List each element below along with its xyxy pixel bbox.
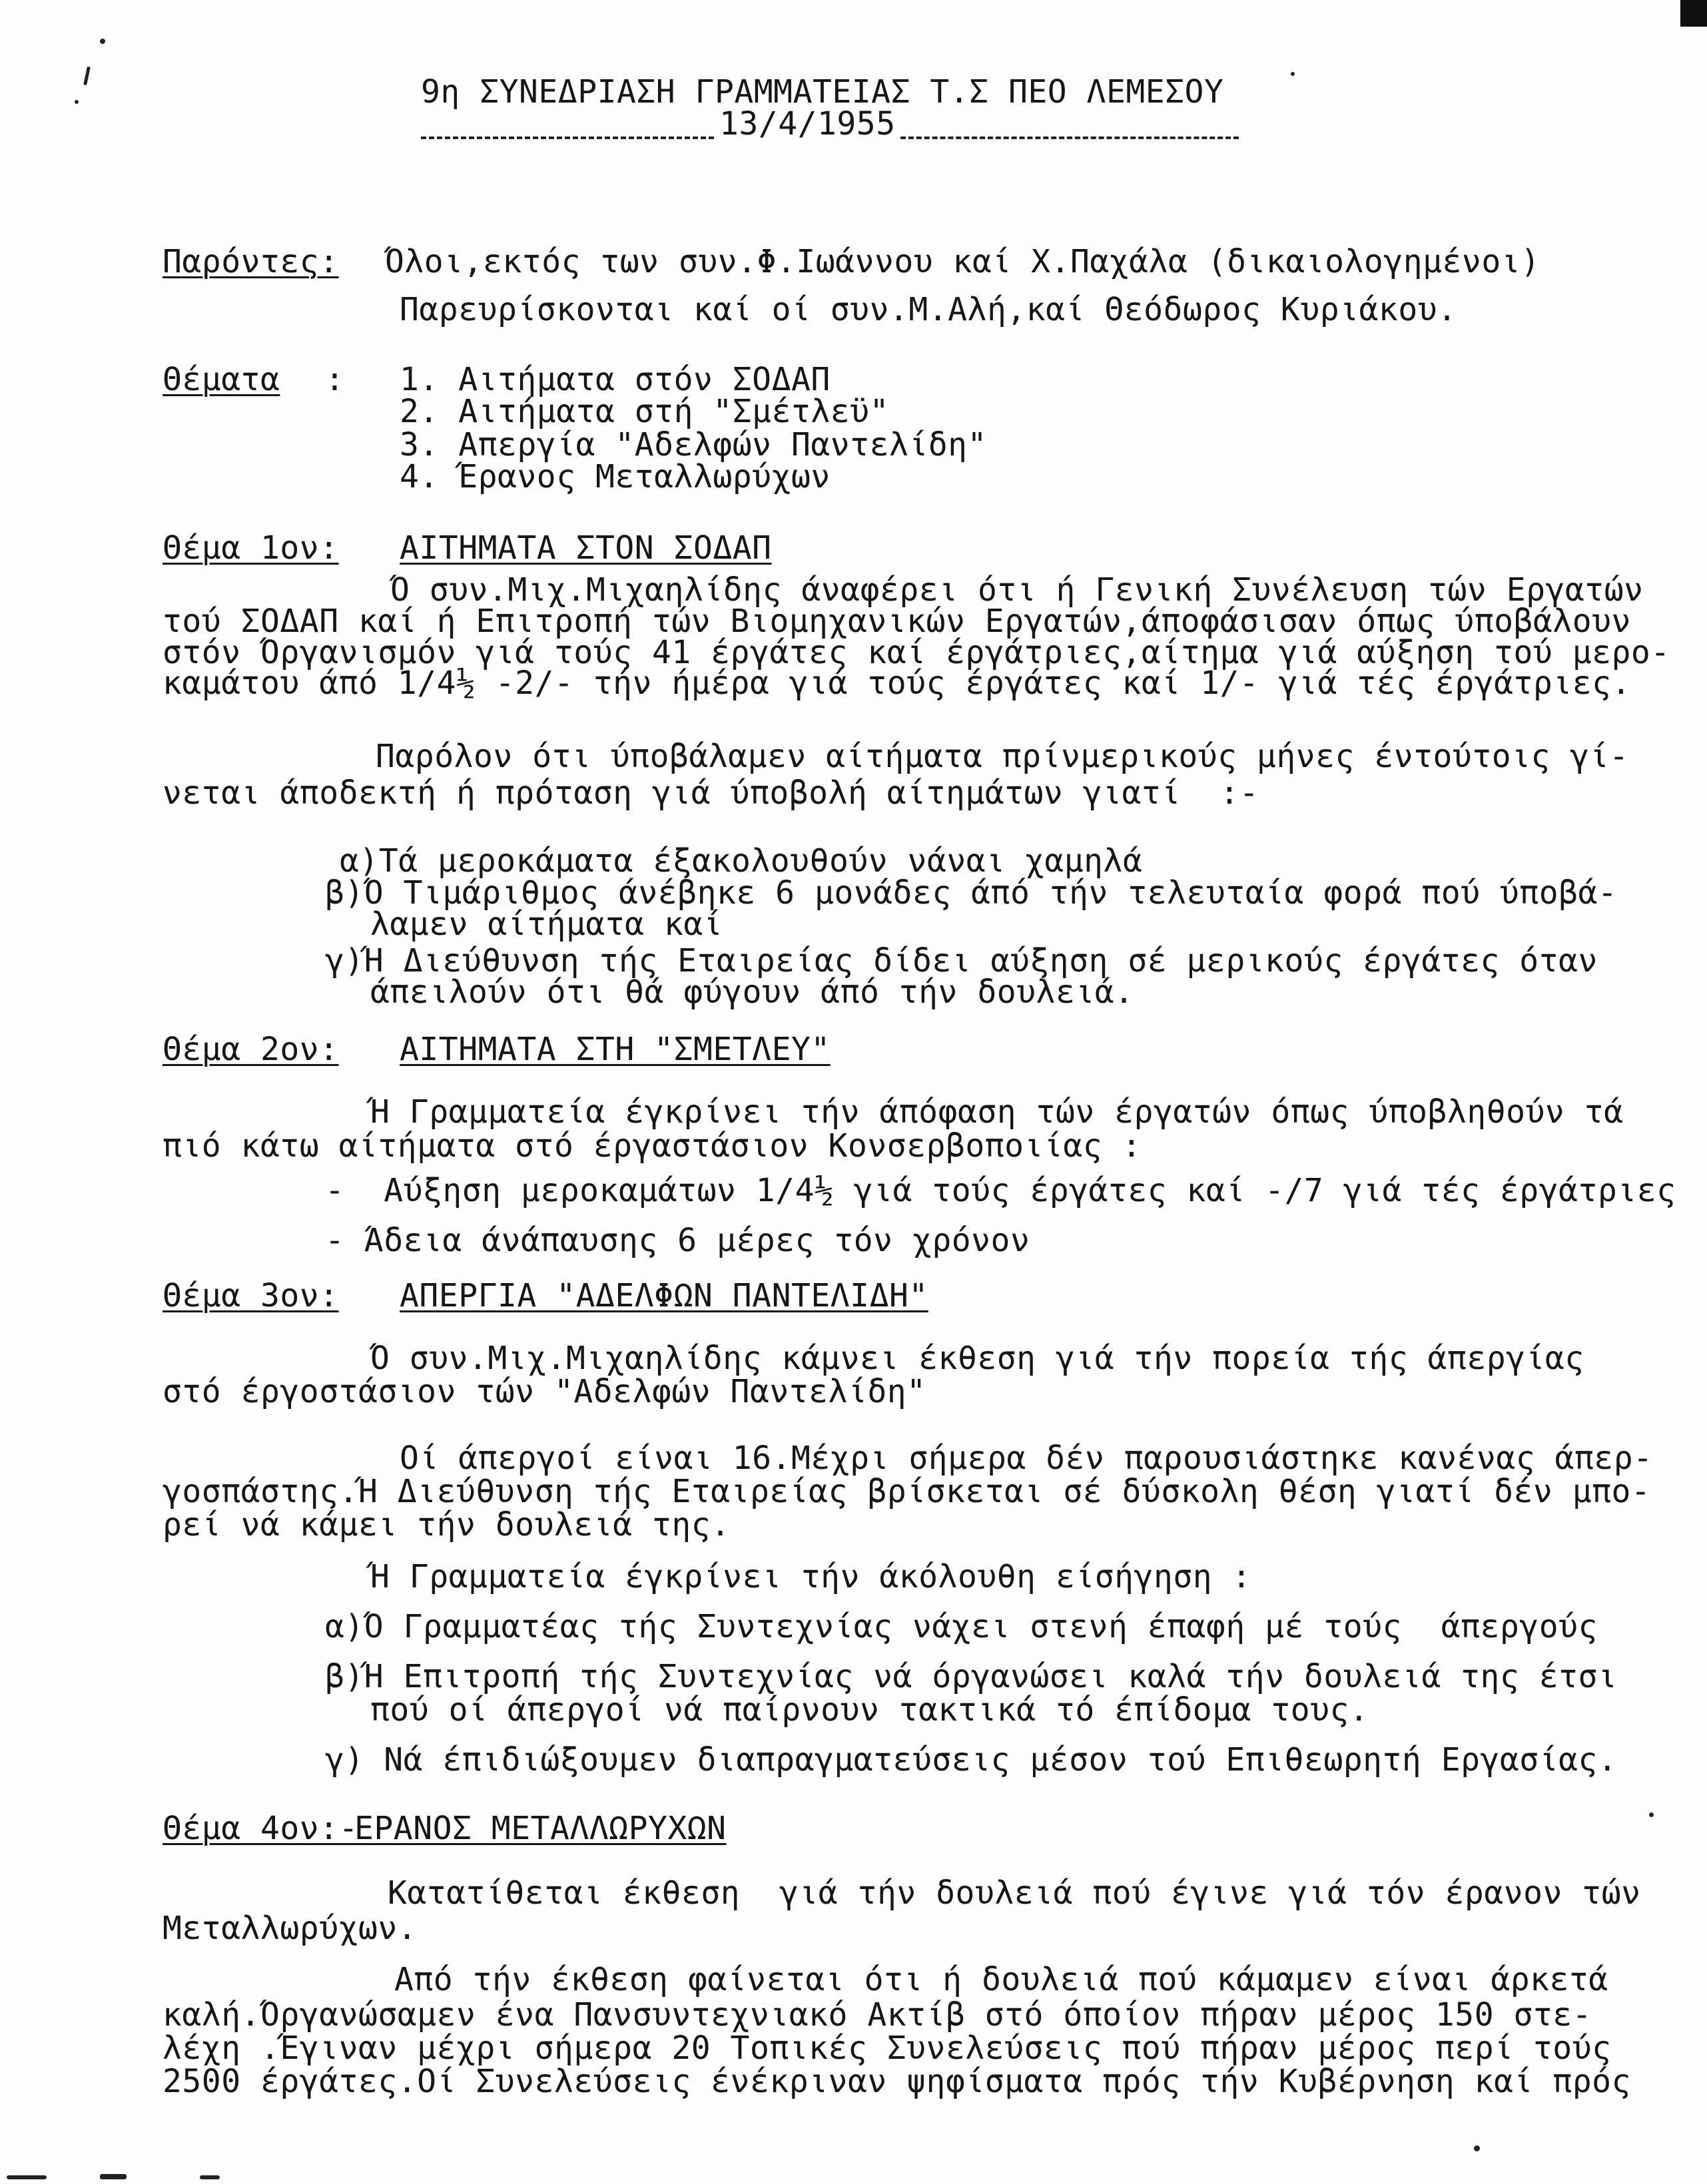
topic2-label: Θέμα 2ον:	[163, 1031, 339, 1068]
topic1-paragraph-line: νεται άποδεκτή ή πρόταση γιά ύποβολή αίτημάτων γιατί :-	[163, 774, 1259, 812]
topic3-label: Θέμα 3ον:	[163, 1277, 339, 1314]
topic4-label: Θέμα 4ον:-	[163, 1810, 358, 1847]
present-line-2: Παρευρίσκονται καί οί συν.Μ.Αλή,καί Θεόδωρος Κυριάκου.	[400, 291, 1457, 328]
topic3-paragraph-line: στό έργοστάσιον τών "Αδελφών Παντελίδη"	[163, 1373, 926, 1410]
topic3-paragraph-line: Ό συν.Μιχ.Μιχαηλίδης κάμνει έκθεση γιά τήν πορεία τής άπεργίας	[370, 1340, 1584, 1377]
topic3-item-b: β)Ή Επιτροπή τής Συντεχνίας νά όργανώσει καλά τήν δουλειά της έτσι	[325, 1658, 1618, 1695]
topics-label: Θέματα	[163, 361, 280, 398]
topic-list-item: 3. Απεργία "Αδελφών Παντελίδη"	[400, 426, 987, 463]
title-rule-left	[421, 136, 714, 139]
document-date: 13/4/1955	[719, 105, 896, 142]
topic1-paragraph-line: τού ΣΟΔΑΠ καί ή Επιτροπή τών Βιομηχανικών Εργατών,άποφάσισαν όπως ύποβάλουν	[163, 603, 1631, 640]
scan-speck	[75, 100, 79, 104]
scan-speck	[100, 39, 105, 44]
topic1-paragraph-line: Ό συν.Μιχ.Μιχαηλίδης άναφέρει ότι ή Γενική Συνέλευση τών Εργατών	[390, 571, 1644, 609]
topic1-item-a: α)Τά μεροκάματα έξακολουθούν νάναι χαμηλά	[340, 842, 1143, 880]
topic1-item-c-cont: άπειλούν ότι θά φύγουν άπό τήν δουλειά.	[370, 973, 1134, 1011]
topic1-paragraph-line: Παρόλον ότι ύποβάλαμεν αίτήματα πρίνμερικούς μήνες έντούτοις γί-	[376, 738, 1629, 775]
topic-list-item: 2. Αιτήματα στή "Σμέτλεϋ"	[400, 393, 889, 430]
topic4-title: ΕΡΑΝΟΣ ΜΕΤΑΛΛΩΡΥΧΩΝ	[354, 1810, 727, 1847]
scan-speck	[1474, 2145, 1480, 2151]
topic3-item-c: γ) Νά έπιδιώξουμεν διαπραγματεύσεις μέσον τού Επιθεωρητή Εργασίας.	[325, 1741, 1618, 1778]
topic1-title: ΑΙΤΗΜΑΤΑ ΣΤΟΝ ΣΟΔΑΠ	[400, 529, 772, 567]
topic3-paragraph-line: Ή Γραμματεία έγκρίνει τήν άκόλουθη είσήγηση :	[370, 1558, 1251, 1595]
topic4-paragraph-line: Κατατίθεται έκθεση γιά τήν δουλειά πού έγινε γιά τόν έρανον τών	[388, 1874, 1641, 1912]
topic-list-item: 1. Αιτήματα στόν ΣΟΔΑΠ	[400, 361, 831, 398]
scan-speck	[83, 67, 91, 85]
topic4-paragraph-line: καλή.Όργανώσαμεν ένα Πανσυντεχνιακό Ακτίβ στό όποίον πήραν μέρος 150 στε-	[163, 1996, 1592, 2034]
topic3-item-a: α)Ό Γραμματέας τής Συντεχνίας νάχει στενή έπαφή μέ τούς άπεργούς	[325, 1608, 1598, 1645]
topics-separator: :	[325, 361, 345, 398]
topic2-bullet: - Άδεια άνάπαυσης 6 μέρες τόν χρόνον	[325, 1222, 1030, 1259]
topic1-item-b-cont: λαμεν αίτήματα καί	[370, 906, 723, 943]
topic4-paragraph-line: λέχη .Έγιναν μέχρι σήμερα 20 Τοπικές Συνελεύσεις πού πήραν μέρος περί τούς	[163, 2030, 1612, 2067]
scan-speck	[1291, 72, 1295, 76]
topic1-paragraph-line: στόν Όργανισμόν γιά τούς 41 έργάτες καί έργάτριες,αίτημα γιά αύξηση τού μερο-	[163, 634, 1670, 671]
topic1-paragraph-line: καμάτου άπό 1/4½ -2/- τήν ήμέρα γιά τούς έργάτες καί 1/- γιά τές έργάτριες.	[163, 665, 1631, 702]
scan-corner-mark	[1680, 0, 1707, 27]
topic3-paragraph-line: ρεί νά κάμει τήν δουλειά της.	[163, 1506, 731, 1543]
topic2-bullet: - Αύξηση μεροκαμάτων 1/4½ γιά τούς έργάτες καί -/7 γιά τές έργάτριες	[325, 1172, 1676, 1209]
cutoff-text-fragment	[0, 2167, 1707, 2184]
topic1-item-b: β)Ό Τιμάριθμος άνέβηκε 6 μονάδες άπό τήν τελευταία φορά πού ύποβά-	[325, 874, 1618, 912]
present-label: Παρόντες:	[163, 243, 339, 280]
document-title: 9η ΣΥΝΕΔΡΙΑΣΗ ΓΡΑΜΜΑΤΕΙΑΣ Τ.Σ ΠΕΟ ΛΕΜΕΣΟΥ	[421, 73, 1224, 111]
topic2-title: ΑΙΤΗΜΑΤΑ ΣΤΗ "ΣΜΕΤΛΕΥ"	[400, 1031, 831, 1068]
topic4-paragraph-line: 2500 έργάτες.Οί Συνελεύσεις ένέκριναν ψηφίσματα πρός τήν Κυβέρνηση καί πρός	[163, 2063, 1631, 2100]
topic2-paragraph-line: Ή Γραμματεία έγκρίνει τήν άπόφαση τών έργατών όπως ύποβληθούν τά	[370, 1093, 1624, 1131]
title-rule-right	[900, 136, 1239, 139]
topic1-item-c: γ)Ή Διεύθυνση τής Εταιρείας δίδει αύξηση σέ μερικούς έργάτες όταν	[325, 942, 1598, 979]
topic3-item-b-cont: πού οί άπεργοί νά παίρνουν τακτικά τό έπίδομα τους.	[370, 1691, 1369, 1729]
topic4-paragraph-line: Μεταλλωρύχων.	[163, 1910, 418, 1947]
topic3-paragraph-line: γοσπάστης.Ή Διεύθυνση τής Εταιρείας βρίσκεται σέ δύσκολη θέση γιατί δέν μπο-	[163, 1473, 1651, 1510]
topic2-paragraph-line: πιό κάτω αίτήματα στό έργαστάσιον Κονσερβοποιίας :	[163, 1127, 1142, 1165]
topic-list-item: 4. Έρανος Μεταλλωρύχων	[400, 458, 831, 495]
scan-speck	[1649, 1812, 1654, 1817]
present-line-1: Όλοι,εκτός των συν.Φ.Ιωάννου καί Χ.Παχάλα (δικαιολογημένοι)	[385, 243, 1540, 280]
topic1-label: Θέμα 1ον:	[163, 529, 339, 567]
topic3-title: ΑΠΕΡΓΙΑ "ΑΔΕΛΦΩΝ ΠΑΝΤΕΛΙΔΗ"	[400, 1277, 928, 1314]
topic4-paragraph-line: Από τήν έκθεση φαίνεται ότι ή δουλειά πού κάμαμεν είναι άρκετά	[394, 1961, 1608, 1998]
topic3-paragraph-line: Οί άπεργοί είναι 16.Μέχρι σήμερα δέν παρουσιάστηκε κανένας άπερ-	[400, 1440, 1653, 1477]
